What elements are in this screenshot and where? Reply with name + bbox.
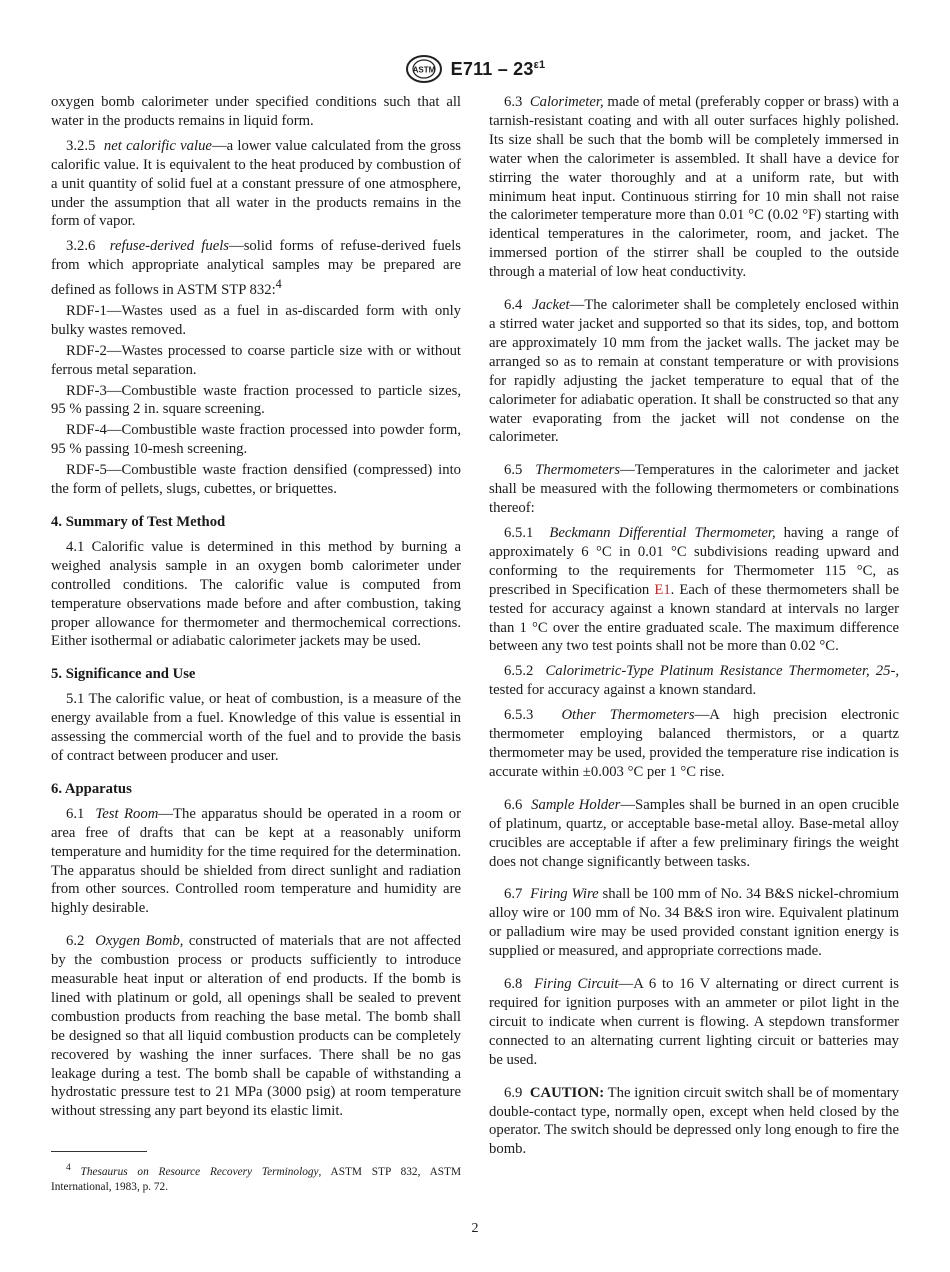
paragraph-text: —solid forms of refuse-derived fuels from which appropriate analytical samples may be prepared are defined as follows in ASTM STP 832: — [51, 238, 461, 299]
paragraph-6-7 — [489, 885, 899, 961]
defined-term: Firing Wire — [530, 886, 599, 903]
section-number: 6.1 — [66, 805, 85, 822]
paragraph-text: —Temperatures in the calorimeter and jacket shall be measured with the following thermometers or combinations thereof: — [489, 462, 900, 517]
left-column — [51, 93, 461, 1127]
paragraph-text: The ignition circuit switch shall be of momentary double-contact type, normally open, except when held closed by the operator. The switch should be depressed only long enough to fire the bomb. — [489, 1084, 900, 1158]
section-number: 6.5.1 — [504, 525, 534, 542]
defined-term: Oxygen Bomb, — [95, 933, 184, 950]
paragraph-6-3 — [489, 93, 899, 282]
defined-term: Sample Holder — [531, 796, 621, 813]
page-header — [0, 52, 950, 86]
paragraph-continuation: oxygen bomb calorimeter under specified conditions such that all water in the products remains in liquid form. — [51, 94, 461, 129]
paragraph-6-5-2 — [489, 662, 899, 700]
designation-text: E711 – 23 — [450, 58, 534, 79]
section-number: 6.5 — [504, 462, 523, 479]
paragraph-text: —a lower value calculated from the gross calorific value. It is equivalent to the heat produced by combustion of a unit quantity of solid fuel at a constant pressure of one atmosphere, under the assumption that all water in the products remains in the form of vapor. — [51, 137, 462, 230]
paragraph-3-2-5 — [51, 137, 461, 232]
astm-logo-icon — [405, 54, 443, 84]
section-number: 3.2.6 — [66, 238, 96, 255]
defined-term: Calorimeter, — [529, 94, 604, 110]
defined-term: Firing Circuit — [534, 976, 619, 993]
designation-superscript: ε1 — [533, 58, 546, 71]
rdf-2-definition: RDF-2—Wastes processed to coarse particle size with or without ferrous metal separation. — [51, 342, 461, 378]
footnote-title: Thesaurus on Resource Recovery Terminology — [80, 1165, 319, 1178]
rdf-5-definition: RDF-5—Combustible waste fraction densified (compressed) into the form of pellets, slugs, cubettes, or briquettes. — [51, 462, 461, 498]
defined-term: net calorific value — [103, 137, 212, 154]
section-heading-6: 6. Apparatus — [51, 780, 132, 797]
section-number: 6.5.3 — [504, 707, 534, 724]
rdf-4-definition: RDF-4—Combustible waste fraction processed into powder form, 95 % passing 10-mesh screening. — [51, 422, 461, 458]
rdf-1-definition: RDF-1—Wastes used as a fuel in as-discarded form with only bulky wastes removed. — [51, 302, 461, 338]
paragraph-text: constructed of materials that are not affected by the combustion process or products sufficiently to introduce measurable heat input or alteration of end products. If the bomb is lined with platinum or gold, all openings shall be sealed to prevent combustion products from reaching the base metal. The bomb shall be designed so that all liquid combustion products can be completely recovered by washing the inner surfaces. There shall be no gas leakage during a test. The bomb shall be capable of withstanding a hydrostatic pressure test to 21 MPa (3000 psig) at room temperature without stressing any part beyond its elastic limit. — [51, 933, 462, 1120]
paragraph-6-8 — [489, 975, 899, 1070]
section-heading-5: 5. Significance and Use — [51, 666, 196, 683]
paragraph-5-1: 5.1 The calorific value, or heat of combustion, is a measure of the energy available from a fuel. Knowledge of this value is essential in assessing the commercial worth of the fuel and to provide the basis of contract between producer and user. — [51, 691, 461, 764]
footnote-divider — [51, 1151, 147, 1152]
footnote-text: , ASTM STP 832, ASTM International, 1983, p. 72. — [51, 1165, 461, 1194]
footnote-mark: 4 — [66, 1163, 71, 1173]
defined-term: Calorimetric-Type Platinum Resistance Thermometer, 25-, — [545, 663, 900, 680]
logo-lettering: ASTM — [412, 65, 436, 75]
page-number: 2 — [471, 1221, 479, 1236]
paragraph-text: tested for accuracy against a known standard. — [489, 682, 757, 699]
paragraph-text: —Samples shall be burned in an open crucible of platinum, quartz, or acceptable base-metal alloy. Base-metal alloy crucibles are acceptable if after a few preliminary firings the weight does not change significantly between tasks. — [489, 796, 899, 870]
paragraph-4-1: 4.1 Calorific value is determined in this method by burning a weighed analysis sample in an oxygen bomb calorimeter under controlled conditions. The calorific value is computed from temperature observations made before and after combustion, taking proper allowance for thermometer and thermochemical corrections. Either isothermal or adiabatic calorimeter jackets may be used. — [51, 538, 461, 650]
paragraph-6-5 — [489, 461, 899, 518]
section-number: 6.8 — [504, 976, 523, 993]
defined-term: Test Room — [95, 805, 159, 822]
section-number: 6.2 — [66, 933, 85, 950]
specification-e1-link[interactable]: E1 — [654, 581, 671, 598]
paragraph-6-4 — [489, 296, 899, 447]
section-number: 6.9 — [504, 1084, 523, 1101]
section-heading-4: 4. Summary of Test Method — [51, 514, 226, 531]
paragraph-6-5-3 — [489, 706, 899, 782]
section-number: 6.6 — [504, 796, 523, 813]
defined-term: Other Thermometers — [561, 707, 695, 724]
footnote-4 — [51, 1161, 461, 1196]
paragraph-6-6 — [489, 796, 899, 872]
section-number: 6.4 — [504, 297, 523, 314]
section-number: 6.5.2 — [504, 663, 534, 680]
footnote-reference[interactable]: 4 — [275, 277, 282, 292]
paragraph-text: shall be 100 mm of No. 34 B&S nickel-chromium alloy wire or 100 mm of No. 34 B&S iron wire. Equivalent platinum or palladium wire may be used provided constant ignition energy is supplied or measured, and appropriate corrections made. — [489, 886, 899, 960]
section-number: 6.3 — [504, 94, 523, 110]
defined-term: Thermometers — [535, 462, 621, 479]
paragraph-text: . Each of these thermometers shall be tested for accuracy against a known standard at intervals no larger than 1 °C over the entire graduated scale. The maximum difference between any two test points shall not be more than 0.02 °C. — [489, 581, 899, 655]
paragraph-6-9 — [489, 1084, 899, 1160]
defined-term: Jacket — [532, 297, 570, 314]
paragraph-text: —A high precision electronic thermometer employing balanced thermistors, or a quartz thermometer may be used, provided the temperature rise indication is accurate within ±0.003 °C per 1 °C rise. — [489, 707, 900, 780]
paragraph-3-2-6 — [51, 237, 461, 300]
paragraph-6-5-1 — [489, 524, 899, 656]
paragraph-text: —A 6 to 16 V alternating or direct current is required for ignition purposes with an ammeter or pilot light in the circuit to indicate when current is flowing. A stepdown transformer connected to an alternating current lighting circuit or batteries may be used. — [489, 976, 900, 1068]
paragraph-6-1 — [51, 805, 461, 918]
paragraph-text: —The apparatus should be operated in a room or area free of drafts that can be kept at a reasonably uniform temperature and humidity for the time required for the determination. The apparatus should be shielded from direct sunlight and radiation from other sources. Controlled room temperature and humidity are highly desirable. — [51, 805, 461, 917]
section-number: 3.2.5 — [66, 137, 96, 154]
standard-designation — [451, 59, 546, 80]
defined-term: refuse-derived fuels — [109, 238, 230, 255]
section-number: 6.7 — [504, 886, 523, 903]
defined-term: Beckmann Differential Thermometer, — [549, 525, 776, 542]
paragraph-text: made of metal (preferably copper or brass) with a tarnish-resistant coating and with all outer surfaces highly polished. Its size shall be such that the bomb will be completely immersed in water when the calorimeter is assembled. It shall have a device for stirring the water thoroughly and at a uniform rate, but with minimum heat input. Continuous stirring for 10 min shall not raise the calorimeter temperature more than 0.01 °C (0.02 °F) starting with identical temperatures in the calorimeter, room, and jacket. The immersed portion of the stirrer shall be coupled to the outside through a material of low heat conductivity. — [489, 94, 899, 281]
paragraph-text: having a range of approximately 6 °C in 0.01 °C subdivisions reading upward and conforming to the requirements for Thermometer 115 °C, as prescribed in Specification — [489, 525, 899, 598]
right-column — [489, 93, 899, 1165]
rdf-3-definition: RDF-3—Combustible waste fraction processed to particle sizes, 95 % passing 2 in. square screening. — [51, 382, 461, 418]
paragraph-text: —The calorimeter shall be completely enclosed within a stirred water jacket and supported so that its sides, top, and bottom are approximately 10 mm from the jacket walls. The jacket may be arranged so as to remain at constant temperature or with provisions for rapidly adjusting the jacket temperature to equal that of the calorimeter for adiabatic operation. It shall be constructed so that any water evaporating from the jacket will not condense on the calorimeter. — [489, 297, 900, 446]
caution-label: CAUTION: — [529, 1084, 605, 1101]
paragraph-6-2 — [51, 932, 461, 1121]
